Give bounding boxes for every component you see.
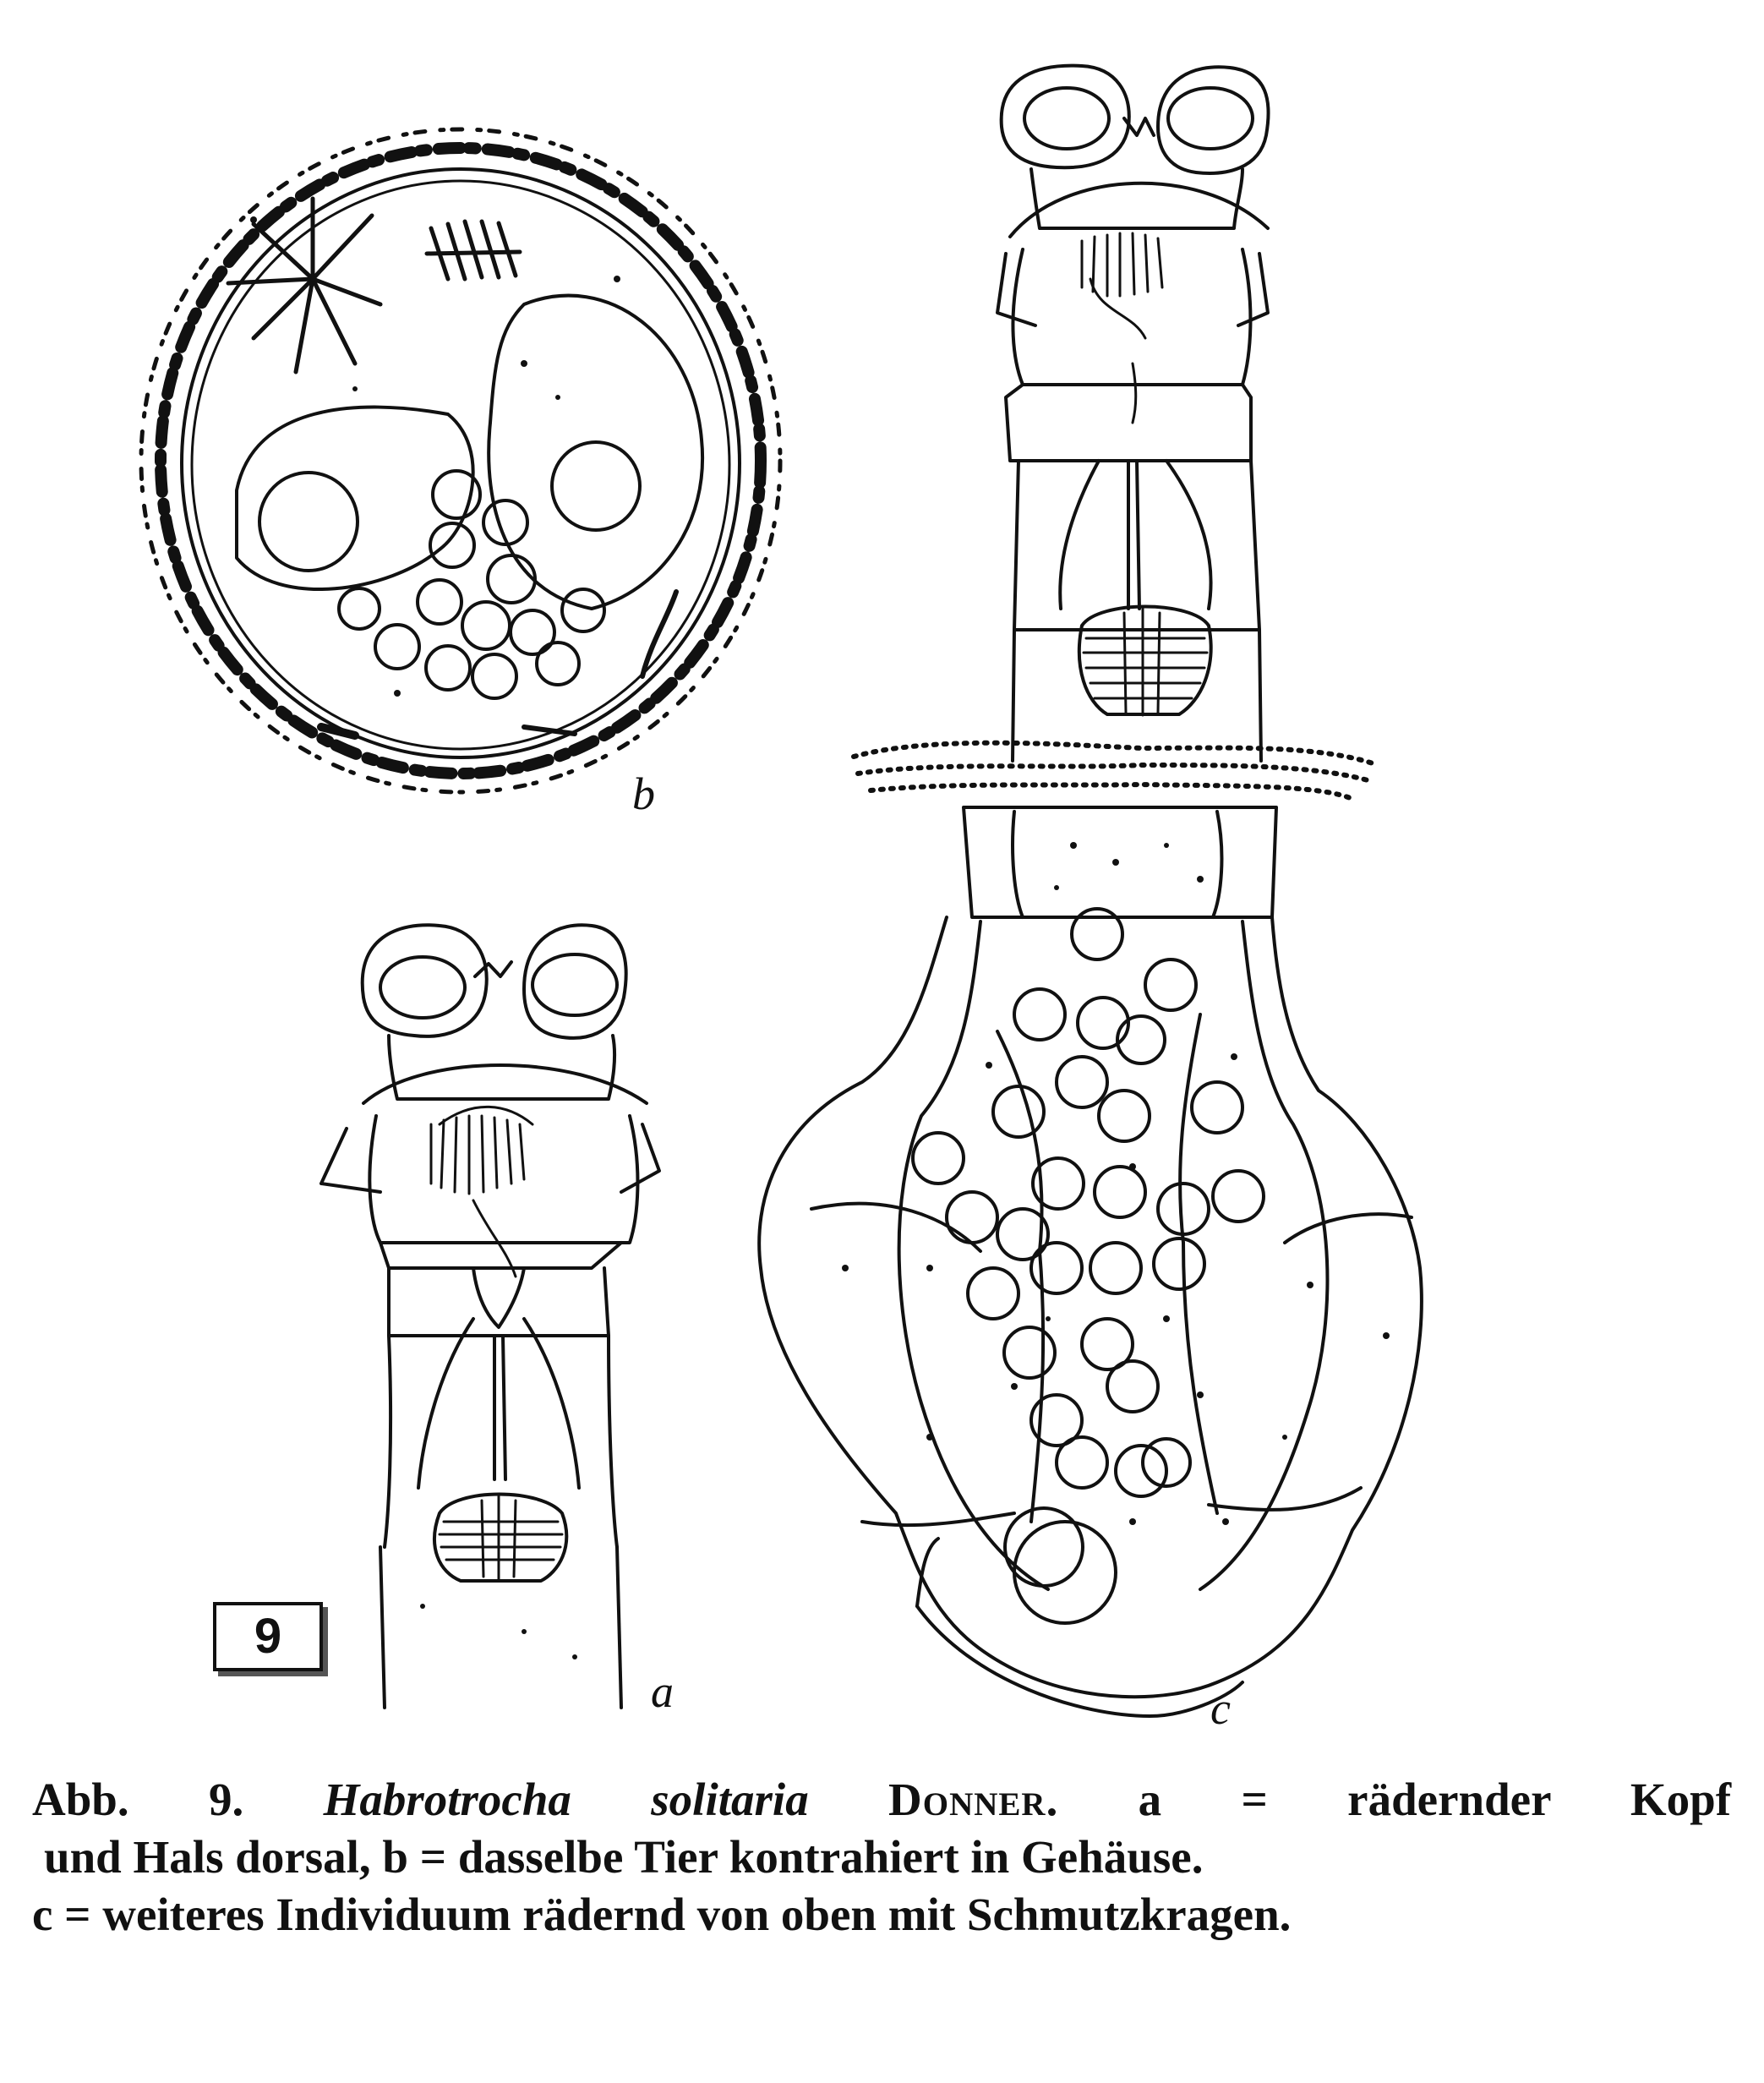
caption-author: Donner.	[888, 1774, 1059, 1825]
caption-line-2: und Hals dorsal, b = dasselbe Tier kontrahiert in Gehäuse.	[44, 1831, 1204, 1883]
panel-c-drawing	[759, 66, 1422, 1716]
panel-label-a: a	[651, 1666, 674, 1717]
caption-line1-rest: a = rädernder Kopf	[1138, 1774, 1732, 1825]
panel-b-drawing	[141, 129, 780, 792]
figure-number-box: 9	[213, 1602, 323, 1671]
caption-genus: Habrotrocha	[323, 1774, 571, 1825]
panel-label-c: c	[1210, 1683, 1231, 1734]
figure-caption	[32, 1771, 1731, 1944]
caption-line-3: c = weiteres Individuum rädernd von oben mit Schmutzkragen.	[32, 1889, 1292, 1940]
caption-species: solitaria	[651, 1774, 809, 1825]
panel-label-b: b	[632, 768, 655, 819]
panel-a-drawing	[321, 925, 659, 1708]
caption-prefix: Abb. 9.	[32, 1774, 244, 1825]
caption-line-1	[32, 1771, 1731, 1829]
